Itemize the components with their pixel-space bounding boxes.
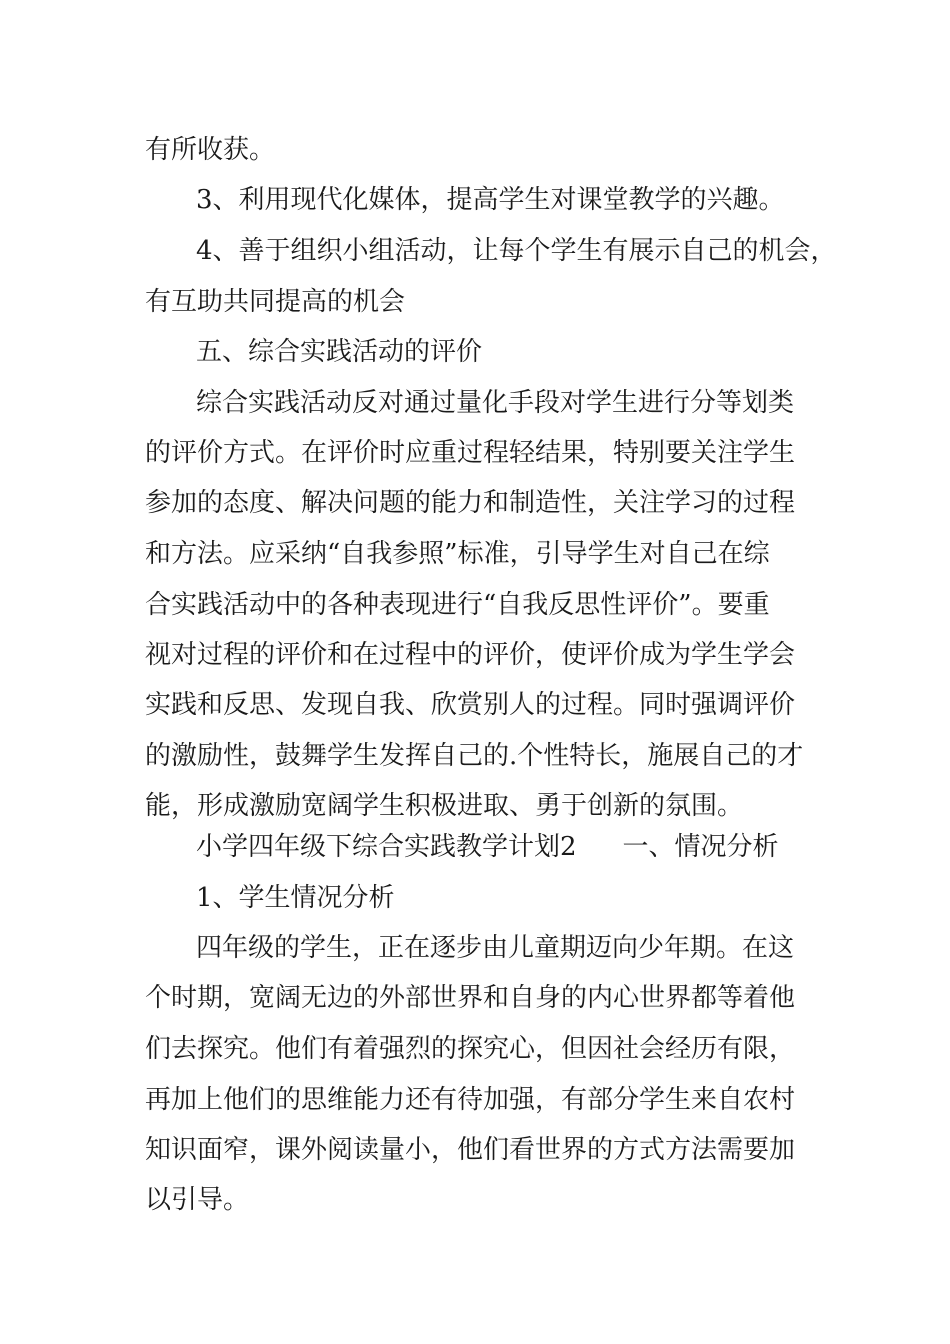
- paragraph-line: 们去探究。他们有着强烈的探究心，但因社会经历有限，: [145, 1034, 796, 1064]
- paragraph-line: 合实践活动中的各种表现进行“自我反思性评价”。要重: [145, 590, 770, 620]
- paragraph-line: 实践和反思、发现自我、欣赏别人的过程。同时强调评价: [145, 690, 796, 720]
- paragraph-line: 的评价方式。在评价时应重过程轻结果，特别要关注学生: [145, 438, 796, 468]
- paragraph-line: 四年级的学生，正在逐步由儿童期迈向少年期。在这: [196, 933, 795, 963]
- text-line: 有互助共同提高的机会: [145, 287, 406, 317]
- paragraph-line: 视对过程的评价和在过程中的评价，使评价成为学生学会: [145, 640, 796, 670]
- section-heading-evaluation: 五、综合实践活动的评价: [196, 337, 483, 367]
- text-line: 有所收获。: [145, 135, 276, 165]
- paragraph-line: 综合实践活动反对通过量化手段对学生进行分等划类: [196, 388, 795, 418]
- plan-title-line: [196, 830, 779, 864]
- paragraph-line: 参加的态度、解决问题的能力和制造性，关注学习的过程: [145, 488, 796, 518]
- paragraph-line: 个时期，宽阔无边的外部世界和自身的内心世界都等着他: [145, 983, 796, 1013]
- paragraph-line: 再加上他们的思维能力还有待加强，有部分学生来自农村: [145, 1085, 796, 1115]
- list-item-3: 3、利用现代化媒体，提高学生对课堂教学的兴趣。: [196, 185, 785, 215]
- paragraph-line: 能，形成激励宽阔学生积极进取、勇于创新的氛围。: [145, 791, 744, 821]
- plan-title: 小学四年级下综合实践教学计划2: [196, 832, 577, 862]
- subsection-heading: 1、学生情况分析: [196, 883, 395, 913]
- list-item-4: 4、善于组织小组活动，让每个学生有展示自己的机会，: [196, 236, 837, 266]
- paragraph-line: 以引导。: [145, 1185, 250, 1215]
- paragraph-line: 和方法。应采纳“自我参照”标准，引导学生对自己在综: [145, 539, 770, 569]
- paragraph-line: 知识面窄，课外阅读量小，他们看世界的方式方法需要加: [145, 1135, 796, 1165]
- paragraph-line: 的激励性，鼓舞学生发挥自己的.个性特长，施展自己的才: [145, 741, 804, 771]
- section-heading-analysis: 一、情况分析: [622, 832, 779, 862]
